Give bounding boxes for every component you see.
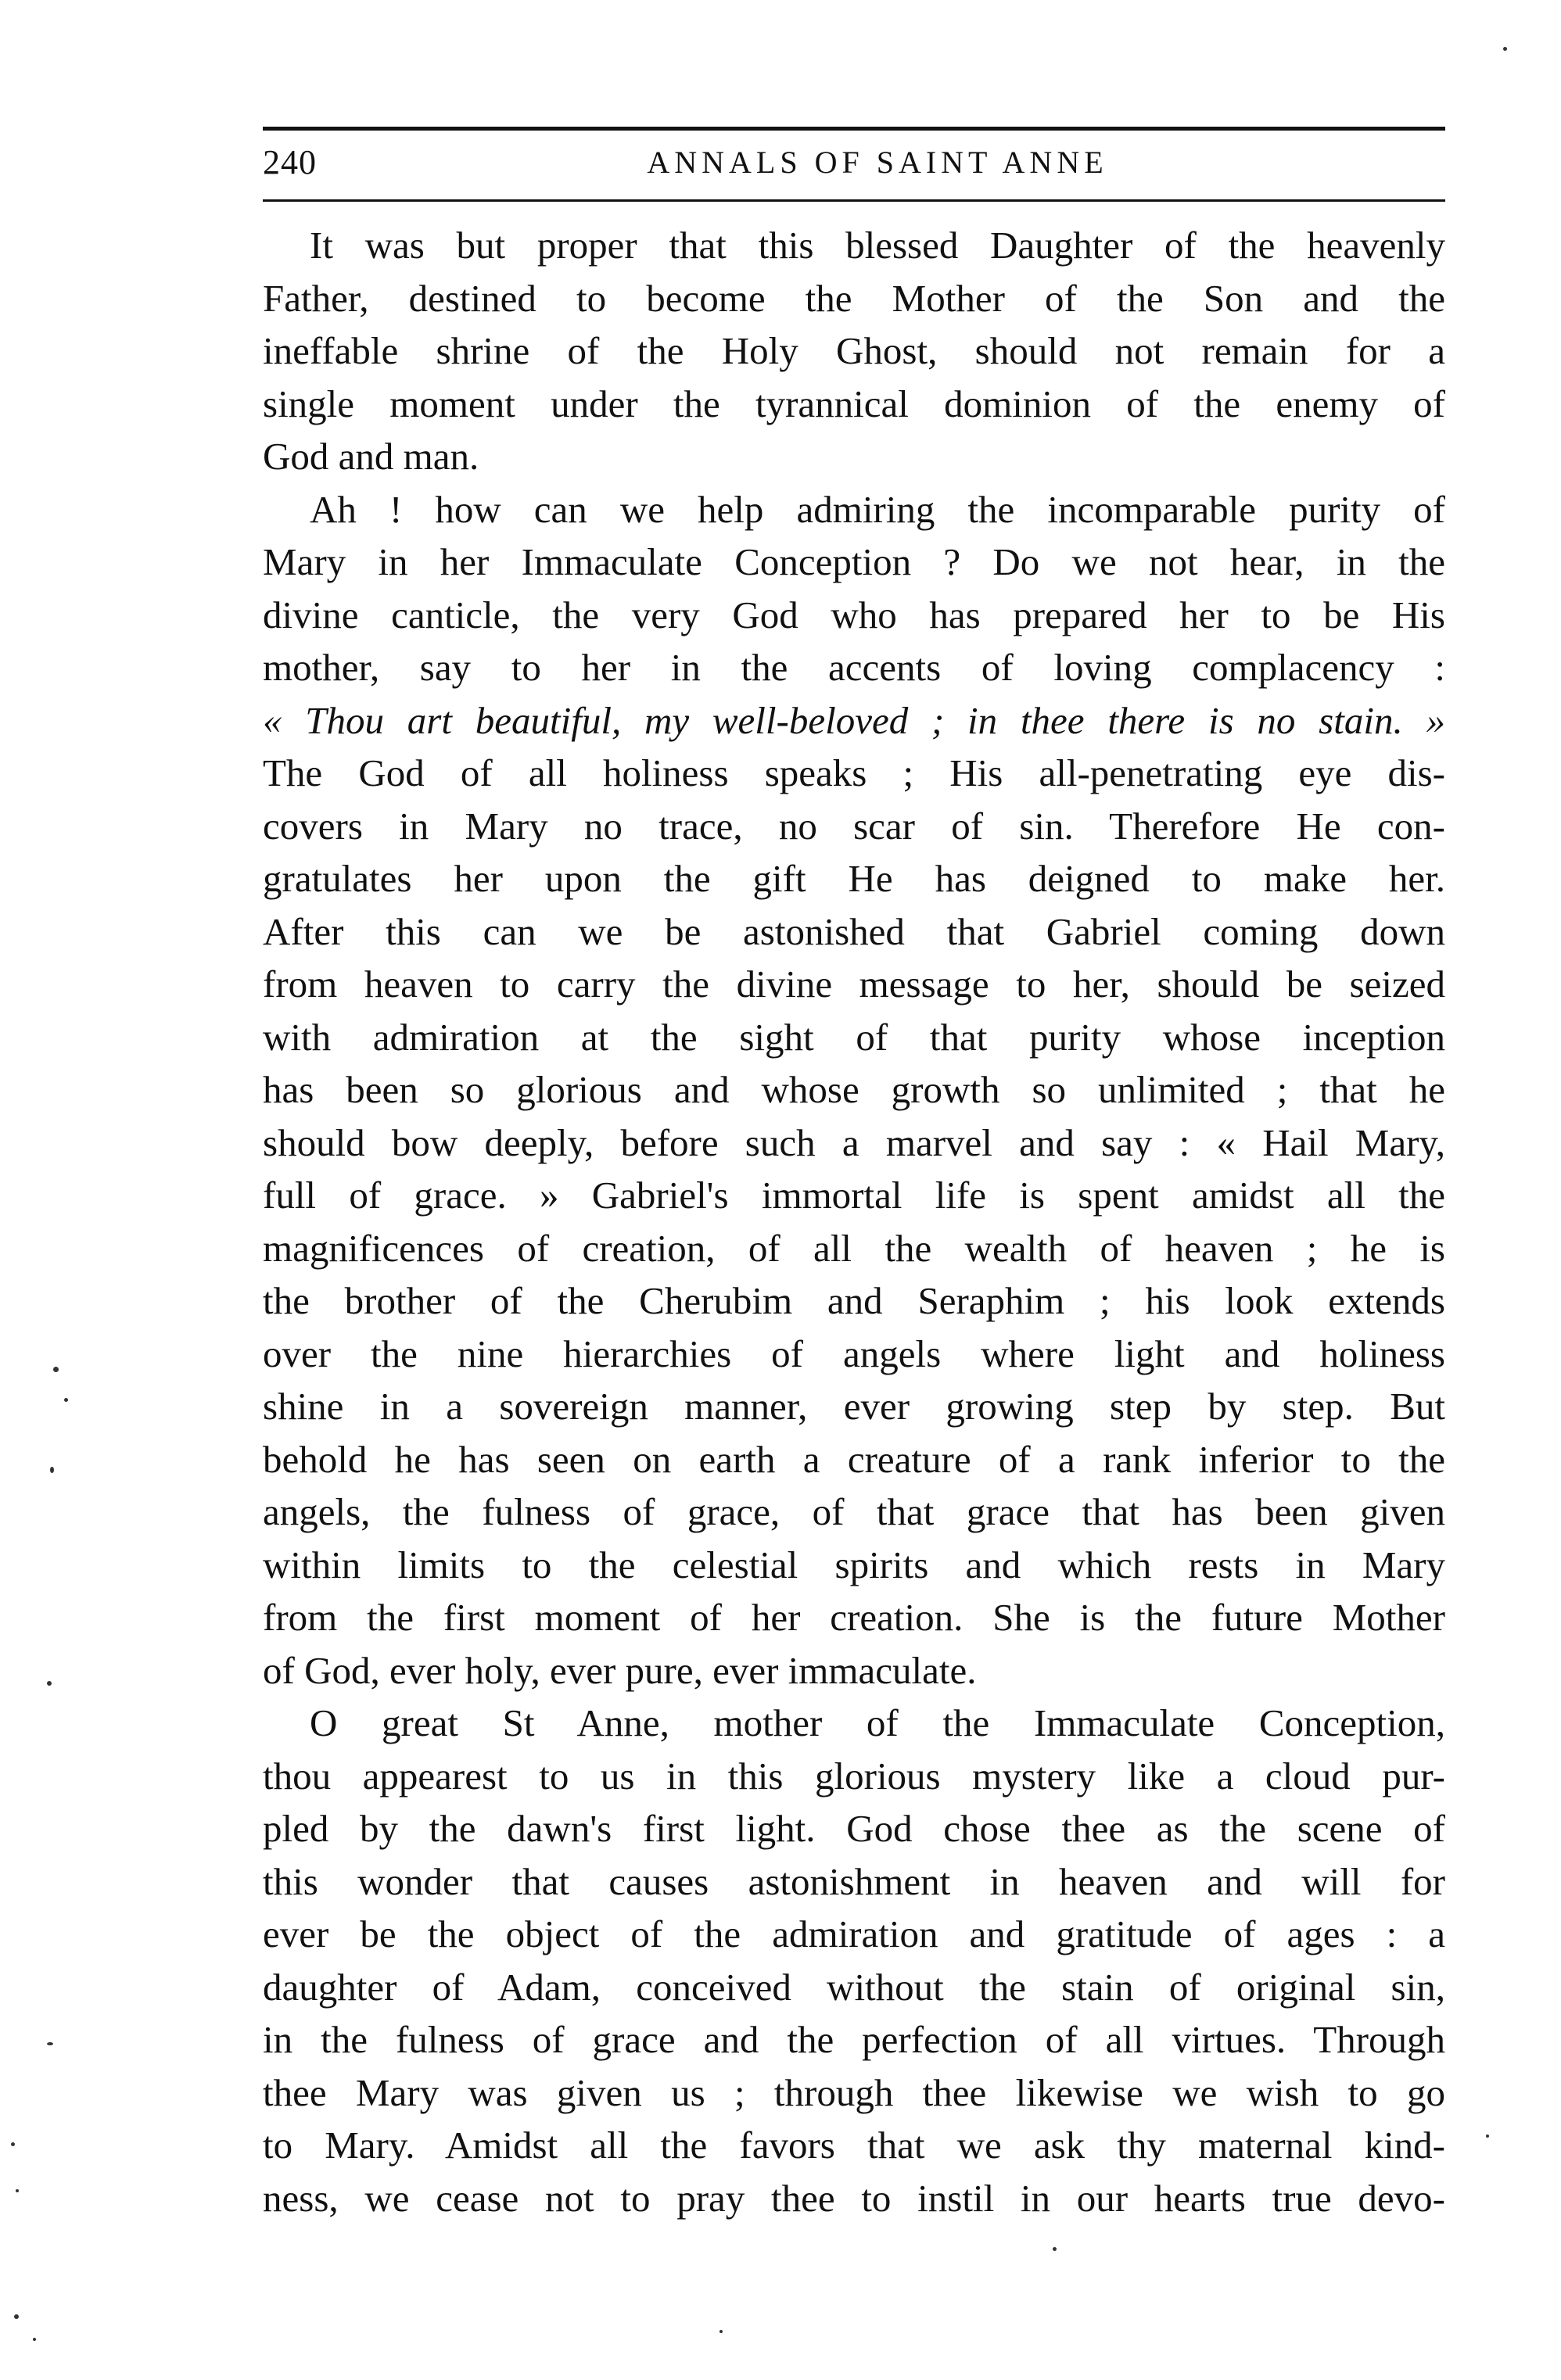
text-line: within limits to the celestial spirits and which rests in Mary bbox=[263, 1543, 1445, 1586]
scan-speck bbox=[33, 2338, 36, 2341]
text-line: angels, the fulness of grace, of that grace that has been given bbox=[263, 1490, 1445, 1533]
text-line: daughter of Adam, conceived without the stain of original sin, bbox=[263, 1965, 1445, 2009]
scan-speck bbox=[11, 2142, 15, 2146]
paragraph bbox=[263, 1697, 1445, 2224]
text-line: After this can we be astonished that Gabriel coming down bbox=[263, 909, 1445, 953]
text-line: to Mary. Amidst all the favors that we ask thy maternal kind- bbox=[263, 2124, 1445, 2167]
text-line: It was but proper that this blessed Daughter of the heavenly bbox=[310, 224, 1445, 267]
text-line: ever be the object of the admiration and gratitude of ages : a bbox=[263, 1912, 1445, 1955]
header-bottom-rule bbox=[263, 199, 1445, 202]
text-line: full of grace. » Gabriel's immortal life is spent amidst all the bbox=[263, 1174, 1445, 1217]
scan-speck bbox=[1503, 47, 1507, 51]
text-line: from the first moment of her creation. She is the future Mother bbox=[263, 1596, 1445, 1639]
text-line: O great St Anne, mother of the Immaculate Conception, bbox=[310, 1701, 1445, 1744]
scan-speck bbox=[47, 1681, 52, 1686]
scan-speck bbox=[1486, 2134, 1489, 2138]
paragraph bbox=[263, 483, 1445, 1697]
text-line: with admiration at the sight of that purity whose inception bbox=[263, 1015, 1445, 1059]
page-header bbox=[263, 138, 1445, 194]
text-line: mother, say to her in the accents of loving complacency : bbox=[263, 646, 1445, 689]
text-line: pled by the dawn's first light. God chose thee as the scene of bbox=[263, 1807, 1445, 1850]
text-line: the brother of the Cherubim and Seraphim ; his look extends bbox=[263, 1279, 1445, 1322]
text-line: Ah ! how can we help admiring the incomparable purity of bbox=[310, 487, 1445, 531]
scan-speck bbox=[47, 2042, 53, 2045]
text-line: should bow deeply, before such a marvel and say : « Hail Mary, bbox=[263, 1120, 1445, 1164]
text-line: from heaven to carry the divine message to her, should be seized bbox=[263, 962, 1445, 1005]
text-line: behold he has seen on earth a creature of a rank inferior to the bbox=[263, 1437, 1445, 1481]
text-line: ineffable shrine of the Holy Ghost, should not remain for a bbox=[263, 329, 1445, 372]
text-line: ness, we cease not to pray thee to instil in our hearts true devo- bbox=[263, 2176, 1445, 2220]
body-text bbox=[263, 219, 1445, 2224]
text-line: « Thou art beautiful, my well-beloved ; in thee there is no stain. » bbox=[263, 698, 1445, 742]
text-line: single moment under the tyrannical dominion of the enemy of bbox=[263, 382, 1445, 425]
text-line: this wonder that causes astonishment in heaven and will for bbox=[263, 1859, 1445, 1903]
text-line: shine in a sovereign manner, ever growing step by step. But bbox=[263, 1385, 1445, 1428]
page-number: 240 bbox=[263, 143, 317, 181]
scan-speck bbox=[14, 2314, 19, 2319]
text-line: The God of all holiness speaks ; His all-penetrating eye dis- bbox=[263, 751, 1445, 794]
scan-speck bbox=[719, 2330, 723, 2333]
text-line: Mary in her Immaculate Conception ? Do we not hear, in the bbox=[263, 540, 1445, 583]
text-line: magnificences of creation, of all the wealth of heaven ; he is bbox=[263, 1226, 1445, 1270]
text-line: thee Mary was given us ; through thee likewise we wish to go bbox=[263, 2070, 1445, 2114]
header-top-rule bbox=[263, 127, 1445, 131]
running-head: ANNALS OF SAINT ANNE bbox=[647, 145, 1108, 180]
text-line: thou appearest to us in this glorious mystery like a cloud pur- bbox=[263, 1754, 1445, 1798]
text-line: divine canticle, the very God who has prepared her to be His bbox=[263, 593, 1445, 636]
scan-speck bbox=[53, 1367, 59, 1372]
scan-speck bbox=[64, 1398, 68, 1402]
text-line: gratulates her upon the gift He has deigned to make her. bbox=[263, 857, 1445, 900]
paragraph bbox=[263, 219, 1445, 483]
scan-speck bbox=[50, 1467, 54, 1473]
scan-speck bbox=[1053, 2247, 1057, 2251]
text-line: of God, ever holy, ever pure, ever immaculate. bbox=[263, 1648, 977, 1692]
scan-speck bbox=[16, 2189, 19, 2192]
text-line: in the fulness of grace and the perfection of all virtues. Through bbox=[263, 2018, 1445, 2061]
text-line: has been so glorious and whose growth so unlimited ; that he bbox=[263, 1068, 1445, 1111]
text-line: covers in Mary no trace, no scar of sin. Therefore He con- bbox=[263, 804, 1445, 848]
text-line: over the nine hierarchies of angels where light and holiness bbox=[263, 1332, 1445, 1375]
text-line: God and man. bbox=[263, 435, 479, 478]
text-line: Father, destined to become the Mother of the Son and the bbox=[263, 276, 1445, 320]
